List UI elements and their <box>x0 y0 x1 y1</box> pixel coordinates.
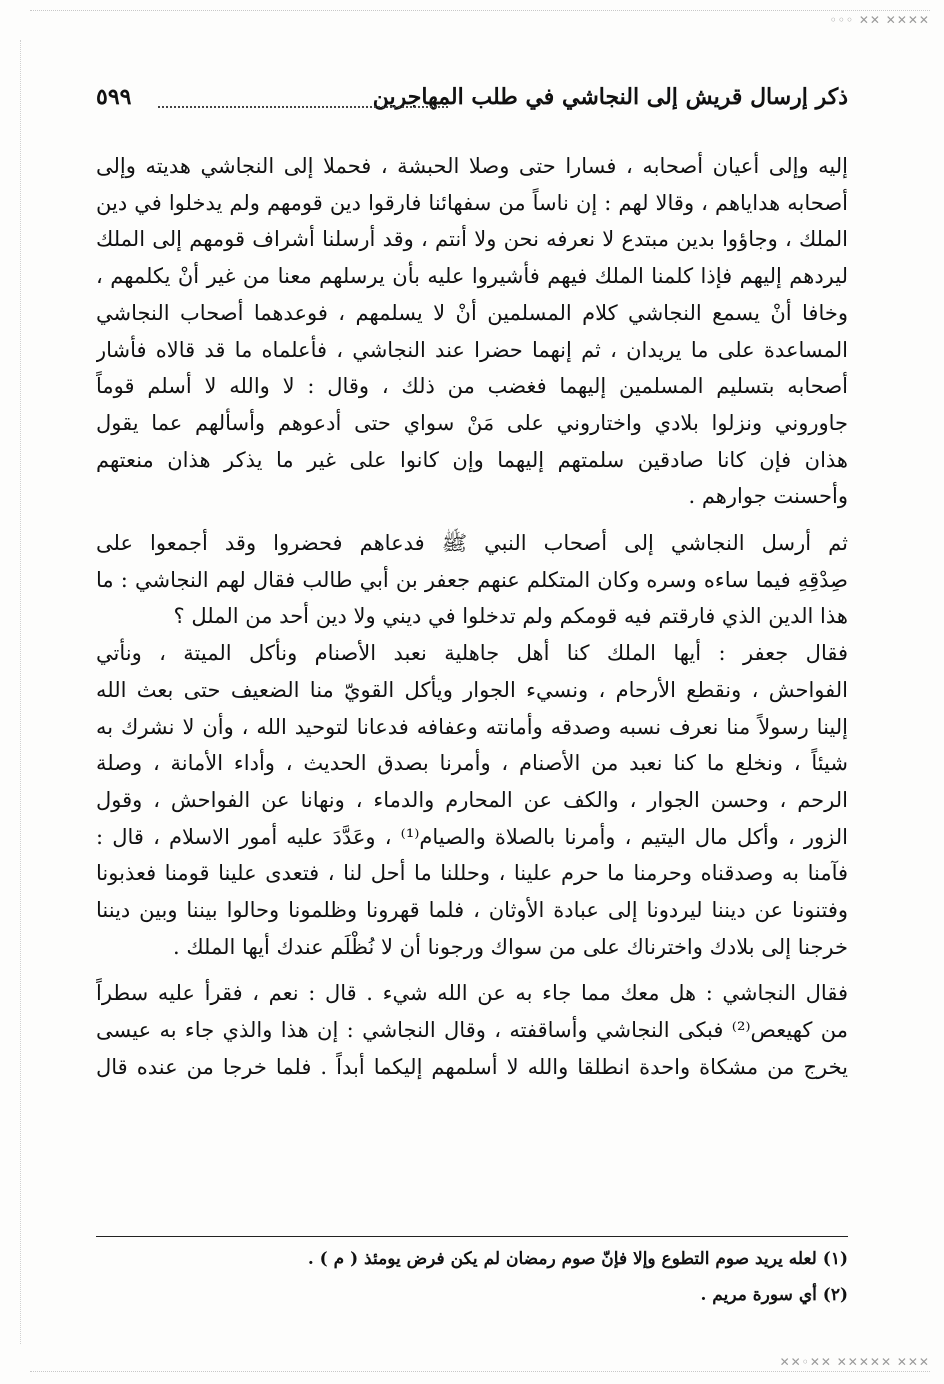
text-line: إلينا رسولاً منا نعرف نسبه وصدقه وأمانته وعفافه فدعانا لتوحيد الله ، وأن لا نشرك به <box>96 714 848 739</box>
paragraph-spacer <box>96 965 848 975</box>
paragraph <box>96 148 848 515</box>
running-header <box>96 78 848 126</box>
footnote: (٢) أي سورة مريم . <box>700 1285 848 1305</box>
text-line: هذان فإن كانا صادقين سلمتهم إليهما وإن كانوا على غير ما يذكر هذان منعتهم <box>96 447 848 472</box>
text-line: فقال جعفر : أيها الملك كنا أهل جاهلية نعبد الأصنام ونأكل الميتة ، ونأتي <box>96 641 848 666</box>
paragraph <box>96 635 848 965</box>
text-line: صِدْقِهِ فيما ساءه وسره وكان المتكلم عنهم جعفر بن أبي طالب فقال لهم النجاشي : ما <box>96 567 848 592</box>
top-ornament-glyphs: ◦◦◦ ✕✕ ✕✕✕✕ <box>829 13 930 27</box>
text-line: ليردهم إليهم فإذا كلمنا الملك فيهم فأشيروا عليه بأن يرسلهم معنا من غير أنْ يكلمهم ، <box>96 264 848 289</box>
top-edge-ornament <box>30 10 930 29</box>
bottom-edge-ornament <box>30 1355 930 1372</box>
footnotes <box>96 1236 848 1313</box>
text-line: أصحابه بتسليم المسلمين إليهما فغضب من ذلك ، وقال : لا والله لا أسلم قوماً <box>96 374 848 399</box>
text-line: إليه وإلى أعيان أصحابه ، فسارا حتى وصلا الحبشة ، فحملا إلى النجاشي هديته وإلى <box>96 154 848 178</box>
text-line: شيئاً ، ونخلع ما كنا نعبد من الأصنام ، وأمرنا بصدق الحديث ، وأداء الأمانة ، وصلة <box>96 751 848 776</box>
text-line: هذا الدين الذي فارقتم فيه قومكم ولم تدخلوا في ديني ولا دين أحد من الملل ؟ <box>173 604 848 629</box>
text-line: فقال النجاشي : هل معك مما جاء به عن الله شيء . قال : نعم ، فقرأ عليه سطراً <box>96 981 848 1006</box>
left-edge-border <box>20 40 22 1344</box>
text-line: المساعدة على ما يريدان ، ثم إنهما حضرا عند النجاشي ، فأعلماه ما قد قالاه فأشار <box>96 337 848 362</box>
page-number: ٥٩٩ <box>96 84 132 110</box>
text-line: ثم أرسل النجاشي إلى أصحاب النبي ﷺ فدعاهم فحضروا وقد أجمعوا على <box>96 531 848 556</box>
text-line: جاوروني ونزلوا بلادي واختاروني على مَنْ سواي حتى أدعوهم وأسألهم عما يقول <box>96 410 848 435</box>
text-line: وفتنونا عن ديننا ليردونا إلى عبادة الأوثان ، فلما قهرونا وظلمونا وحالوا بيننا وبين ديننا <box>96 898 848 923</box>
text-line: وخافا أنْ يسمع النجاشي كلام المسلمين أنْ لا يسلمهم ، فوعدهما أصحاب النجاشي <box>96 300 848 325</box>
text-line: الزور ، وأكل مال اليتيم ، وأمرنا بالصلاة والصيام⁽¹⁾ ، وعَدَّدَ عليه أمور الاسلام ، قال : <box>96 824 848 849</box>
header-dotted-leader <box>158 106 448 108</box>
paragraph-spacer <box>96 515 848 525</box>
text-line: وأحسنت جوارهم . <box>688 484 848 509</box>
paragraph <box>96 525 848 635</box>
text-line: يخرج من مشكاة واحدة انطلقا والله لا أسلمهم إليكما أبداً . فلما خرجا من عنده قال <box>96 1054 848 1079</box>
text-line: أصحابه هداياهم ، وقالا لهم : إن ناساً من سفهائنا فارقوا دين قومهم ولم يدخلوا في دين <box>96 190 848 215</box>
text-line: الفواحش ، ونقطع الأرحام ، ونسيء الجوار ويأكل القويّ منا الضعيف حتى بعث الله <box>96 677 848 702</box>
text-line: فآمنا به وصدقناه وحرمنا ما حرم علينا ، وحللنا ما أحل لنا ، فتعدى علينا قومنا فعذبونا <box>96 861 848 886</box>
text-line: الرحم ، وحسن الجوار ، والكف عن المحارم والدماء ، ونهانا عن الفواحش ، وقول <box>96 787 848 812</box>
text-line: خرجنا إلى بلادك واخترناك على من سواك ورجونا أن لا نُظْلَم عندك أيها الملك . <box>173 934 848 959</box>
text-line: من كهيعص⁽²⁾ فبكى النجاشي وأساقفته ، وقال النجاشي : إن هذا والذي جاء به عيسى <box>96 1018 848 1043</box>
main-text <box>96 148 848 1086</box>
text-line: الملك ، وجاؤوا بدين مبتدع لا نعرفه نحن ولا أنتم ، وقد أرسلنا أشراف قومهم إلى الملك <box>96 227 848 252</box>
footnote: (١) لعله يريد صوم التطوع وإلا فإنّ صوم رمضان لم يكن فرض يومئذ ( م ) . <box>307 1249 848 1269</box>
paragraph <box>96 975 848 1085</box>
bottom-ornament-glyphs: ✕✕◦✕✕ ✕✕✕✕✕ ✕✕✕ <box>779 1355 930 1369</box>
chapter-title: ذكر إرسال قريش إلى النجاشي في طلب المهاجرين <box>372 84 848 110</box>
